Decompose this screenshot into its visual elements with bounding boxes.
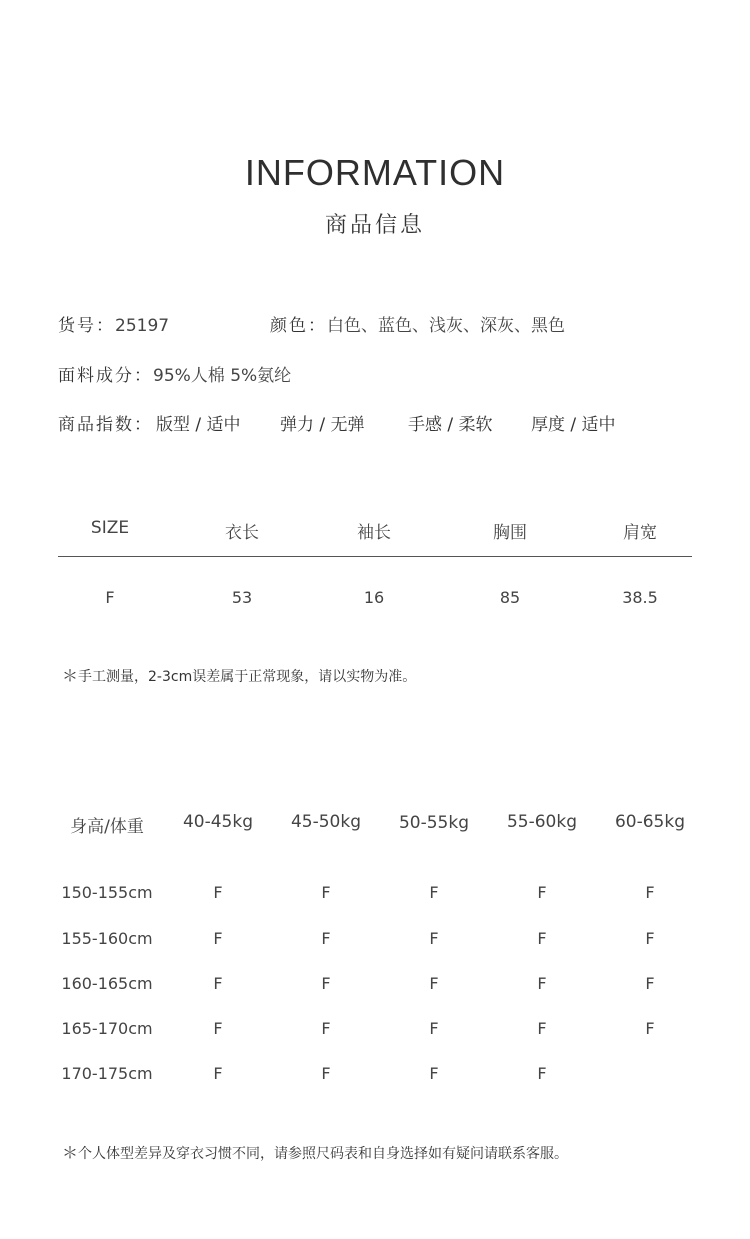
size-note: ＊手工测量，2-3cm误差属于正常现象，请以实物为准。 — [62, 666, 417, 685]
fit-cell: F — [213, 974, 223, 993]
fit-cell: F — [429, 974, 439, 993]
fit-cell: F — [429, 883, 439, 902]
fit-header: 55-60kg — [506, 812, 578, 832]
page-title-cn: 商品信息 — [324, 213, 425, 238]
fabric-line — [58, 361, 291, 386]
size-cell: F — [105, 588, 115, 607]
fit-cell: F — [321, 883, 331, 902]
size-cell: 53 — [231, 588, 253, 607]
fit-cell: F — [321, 1064, 331, 1083]
fit-row-label: 150-155cm — [61, 883, 153, 902]
fit-cell: F — [645, 929, 655, 948]
size-header-shoulder: 肩宽 — [623, 523, 657, 543]
fit-cell: F — [213, 883, 223, 902]
fit-note: ＊个人体型差异及穿衣习惯不同，请参照尺码表和自身选择如有疑问请联系客服。 — [62, 1143, 569, 1162]
star-icon: ＊ — [62, 1143, 79, 1162]
fit-cell: F — [537, 974, 547, 993]
size-cell: 85 — [499, 588, 521, 607]
size-header-size: SIZE — [90, 518, 130, 538]
fit-row-label: 155-160cm — [61, 929, 153, 948]
fit-cell: F — [537, 1064, 547, 1083]
page-title-en: INFORMATION — [244, 152, 506, 193]
color-label: 颜色： — [270, 316, 327, 336]
index-stretch: 弹力 / 无弹 — [280, 415, 365, 435]
item-number-label: 货号： — [58, 316, 115, 336]
fit-cell: F — [429, 1064, 439, 1083]
color-line — [270, 311, 565, 336]
fit-cell: F — [537, 883, 547, 902]
fit-cell: F — [429, 929, 439, 948]
index-feel: 手感 / 柔软 — [408, 415, 493, 435]
fit-cell: F — [645, 883, 655, 902]
fit-cell: F — [213, 1064, 223, 1083]
fit-cell: F — [321, 929, 331, 948]
fit-row-label: 160-165cm — [61, 974, 153, 993]
fit-cell: F — [321, 1019, 331, 1038]
size-header-sleeve: 袖长 — [357, 523, 391, 543]
index-label: 商品指数： — [58, 415, 153, 435]
table-divider — [58, 556, 692, 557]
size-cell: 16 — [363, 588, 385, 607]
color-value: 白色、蓝色、浅灰、深灰、黑色 — [327, 316, 565, 336]
size-cell: 38.5 — [622, 588, 658, 607]
fit-row-label: 170-175cm — [61, 1064, 153, 1083]
item-number-line — [58, 311, 169, 336]
fit-cell: F — [429, 1019, 439, 1038]
fit-cell: F — [213, 1019, 223, 1038]
fit-cell: F — [213, 929, 223, 948]
fit-cell: F — [645, 974, 655, 993]
fabric-label: 面料成分： — [58, 366, 153, 386]
fit-row-label: 165-170cm — [61, 1019, 153, 1038]
fit-cell: F — [537, 1019, 547, 1038]
size-header-chest: 胸围 — [493, 523, 527, 543]
fit-header: 60-65kg — [614, 812, 686, 832]
fit-header: 45-50kg — [290, 812, 362, 832]
star-icon: ＊ — [62, 666, 79, 685]
size-header-length: 衣长 — [225, 523, 259, 543]
fit-header: 40-45kg — [182, 812, 254, 832]
index-thickness: 厚度 / 适中 — [531, 415, 616, 435]
fabric-value: 95%人棉 5%氨纶 — [153, 366, 292, 386]
item-number-value: 25197 — [115, 316, 170, 336]
fit-header: 50-55kg — [398, 813, 470, 833]
fit-cell: F — [645, 1019, 655, 1038]
fit-cell: F — [321, 974, 331, 993]
index-fit: 版型 / 适中 — [156, 415, 241, 435]
fit-header: 身高/体重 — [70, 817, 144, 837]
fit-cell: F — [537, 929, 547, 948]
